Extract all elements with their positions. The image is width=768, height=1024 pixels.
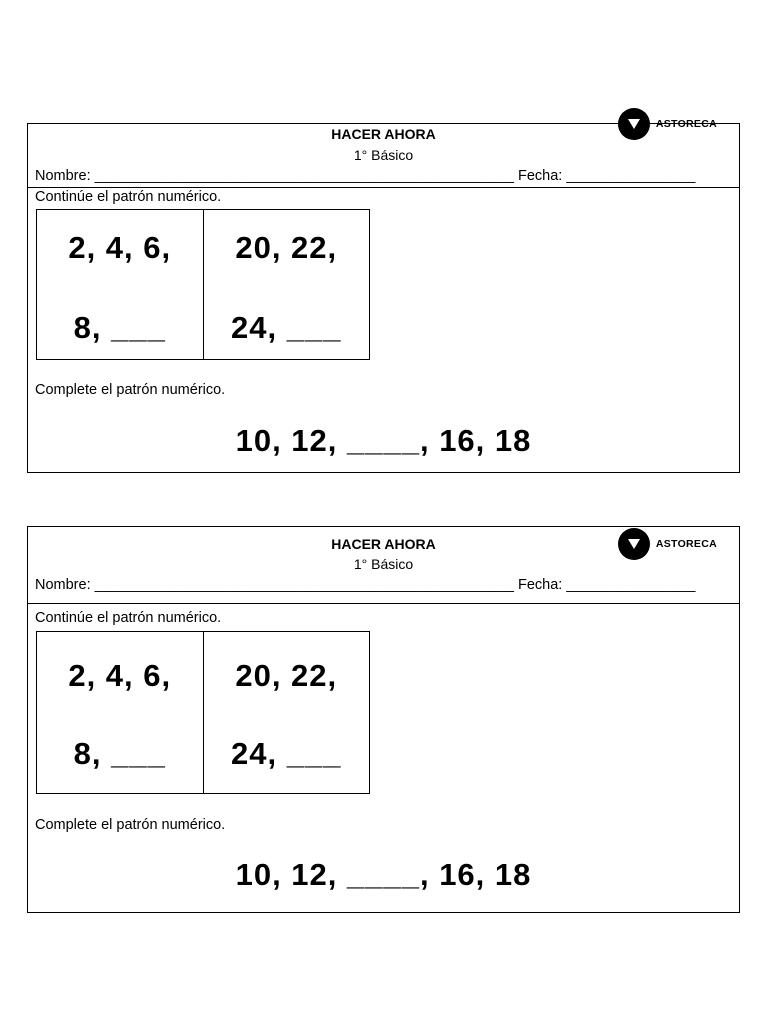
- name-date-line: Nombre: ____________________________________________________ Fecha: ________________: [35, 168, 696, 184]
- instruction-complete: Complete el patrón numérico.: [35, 382, 226, 398]
- worksheet-header: [28, 118, 739, 188]
- worksheet-1: [27, 118, 740, 473]
- instruction-continue: Continúe el patrón numérico.: [35, 189, 222, 205]
- worksheet-title: HACER AHORA: [331, 126, 436, 142]
- pattern-left-row2: 8, ___: [73, 736, 166, 771]
- astoreca-logo: [618, 108, 717, 140]
- pattern-grid: [36, 209, 370, 360]
- pattern-grid: [36, 631, 370, 794]
- logo-text: ASTORECA: [655, 538, 717, 550]
- pattern-right-row1: 20, 22,: [235, 658, 338, 693]
- number-sequence: 10, 12, ____, 16, 18: [235, 857, 532, 892]
- logo-mark-icon: [618, 108, 650, 140]
- name-date-line: Nombre: ____________________________________________________ Fecha: ________________: [35, 577, 696, 593]
- pattern-right-row2: 24, ___: [231, 736, 342, 771]
- grade-label: 1° Básico: [353, 556, 414, 572]
- pattern-right-row2: 24, ___: [231, 310, 342, 345]
- worksheet-header: [28, 527, 739, 604]
- instruction-complete: Complete el patrón numérico.: [35, 817, 226, 833]
- grade-label: 1° Básico: [353, 147, 414, 163]
- pattern-left-row1: 2, 4, 6,: [68, 230, 172, 265]
- astoreca-logo: [618, 528, 717, 560]
- logo-mark-icon: [618, 528, 650, 560]
- worksheet-title: HACER AHORA: [331, 536, 436, 552]
- instruction-continue: Continúe el patrón numérico.: [35, 610, 222, 626]
- pattern-cell-left: [37, 210, 203, 359]
- pattern-cell-right: [203, 210, 370, 359]
- pattern-left-row1: 2, 4, 6,: [68, 658, 172, 693]
- number-sequence: 10, 12, ____, 16, 18: [235, 423, 532, 458]
- logo-text: ASTORECA: [655, 118, 717, 130]
- pattern-cell-right: [203, 632, 370, 793]
- worksheet-2: [27, 526, 740, 913]
- pattern-left-row2: 8, ___: [73, 310, 166, 345]
- pattern-right-row1: 20, 22,: [235, 230, 338, 265]
- pattern-cell-left: [37, 632, 203, 793]
